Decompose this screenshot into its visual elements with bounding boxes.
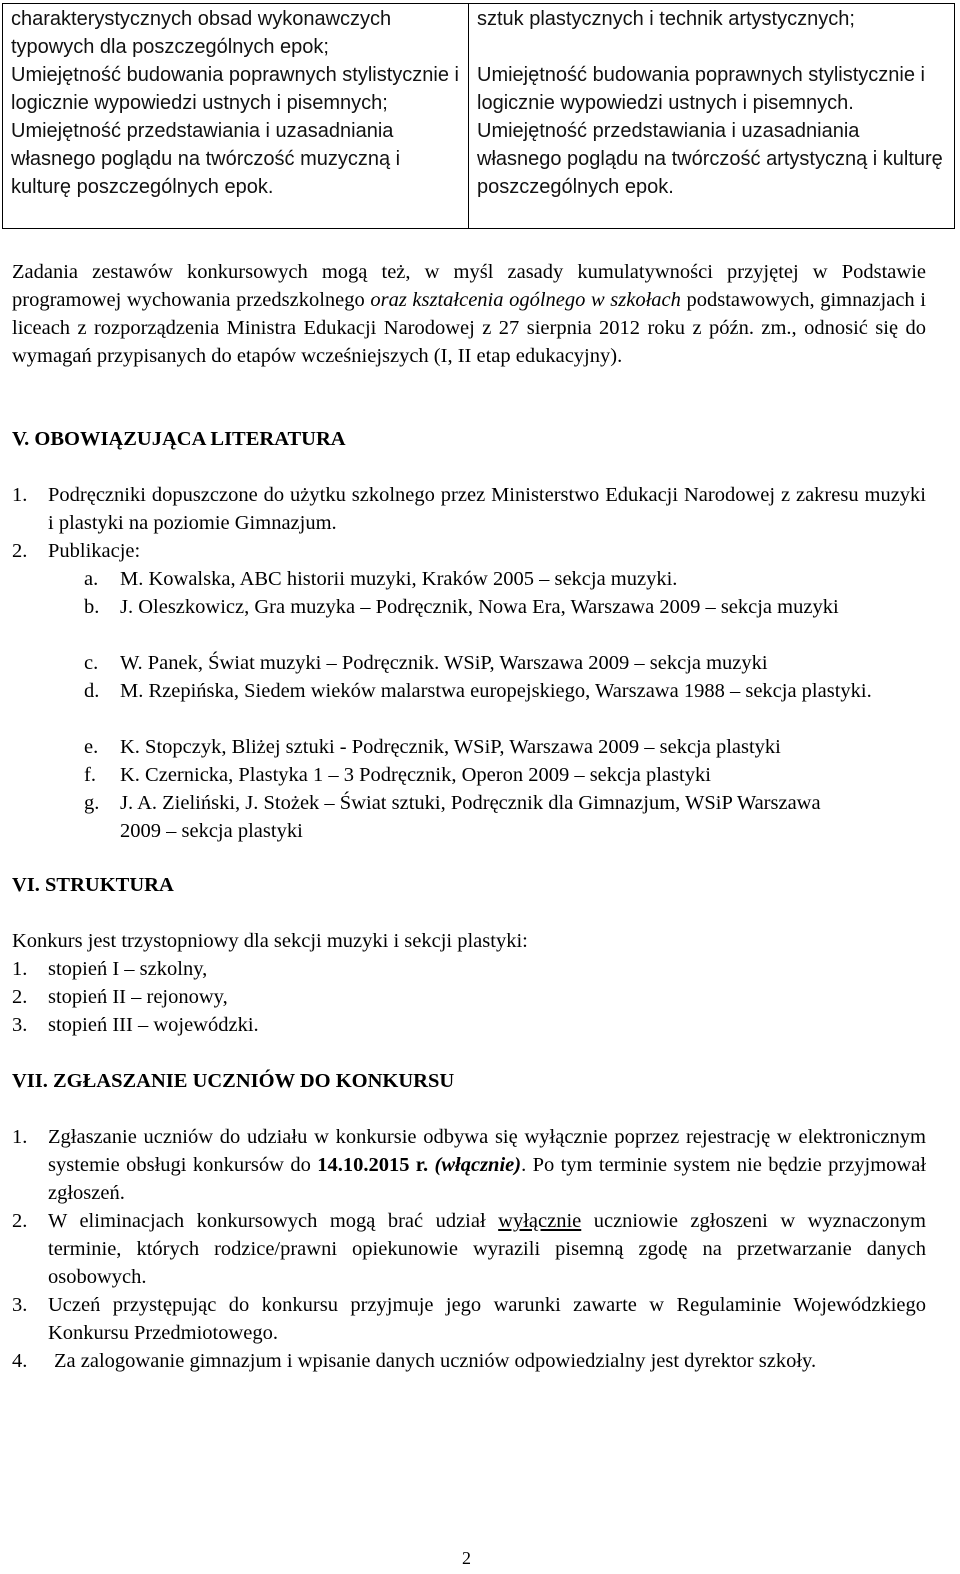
criteria-table [2, 3, 955, 229]
section-heading-literature: V. OBOWIĄZUJĄCA LITERATURA [12, 428, 346, 450]
publication-text: M. Kowalska, ABC historii muzyki, Kraków 2005 – sekcja muzyki. [120, 568, 678, 590]
publication-item [84, 593, 926, 649]
publication-letter: a. [84, 568, 99, 590]
list-number: 4. [12, 1350, 28, 1372]
structure-intro: Konkurs jest trzystopniowy dla sekcji muzyki i sekcji plastyki: [12, 930, 528, 952]
list-number: 3. [12, 1294, 28, 1316]
list-number: 2. [12, 1210, 28, 1232]
intro-text: Zadania zestawów konkursowych mogą też, w myśl zasady kumulatywności przyjętej w Podstawie programowej wychowania przedszkolnego [12, 261, 926, 311]
publication-text: W. Panek, Świat muzyki – Podręcznik. WSiP, Warszawa 2009 – sekcja muzyki [120, 652, 768, 674]
deadline-date: 14.10.2015 r. [317, 1154, 429, 1176]
list-item [12, 1347, 926, 1403]
section-heading-structure: VI. STRUKTURA [12, 874, 174, 896]
criteria-text: Umiejętność budowania poprawnych stylistycznie i logicznie wypowiedzi ustnych i pisemnych. [477, 64, 925, 114]
list-number: 1. [12, 1126, 28, 1148]
list-item [12, 1011, 926, 1039]
exclusively-word: wyłącznie [498, 1210, 582, 1232]
list-item [12, 537, 926, 565]
page-number: 2 [462, 1548, 471, 1568]
publication-text: K. Czernicka, Plastyka 1 – 3 Podręcznik, Operon 2009 – sekcja plastyki [120, 764, 711, 786]
intro-italic-text: oraz kształcenia ogólnego w szkołach [370, 289, 681, 311]
criteria-text: Umiejętność budowania poprawnych stylistycznie i logicznie wypowiedzi ustnych i pisemnych; [11, 64, 459, 114]
publication-item [84, 761, 926, 789]
list-number: 2. [12, 986, 28, 1008]
list-text [48, 1207, 926, 1291]
publication-letter: c. [84, 652, 99, 674]
list-text: stopień I – szkolny, [48, 958, 208, 980]
publication-letter: e. [84, 736, 99, 758]
criteria-text: sztuk plastycznych i technik artystycznych; [477, 8, 855, 30]
criteria-music-cell [3, 4, 469, 228]
publication-letter: b. [84, 596, 100, 618]
list-number: 2. [12, 540, 28, 562]
publication-item [84, 733, 926, 761]
criteria-text: Umiejętność przedstawiania i uzasadniania własnego poglądu na twórczość artystyczną i kulturę poszczególnych epok. [477, 120, 943, 198]
publication-item [84, 565, 926, 593]
inclusive-note: (włącznie) [434, 1154, 522, 1176]
list-text: Podręczniki dopuszczone do użytku szkolnego przez Ministerstwo Edukacji Narodowej z zakresu muzyki i plastyki na poziomie Gimnazjum. [48, 484, 926, 534]
publication-item [84, 789, 926, 845]
eligibility-text: W eliminacjach konkursowych mogą brać udział [48, 1210, 499, 1232]
list-item [12, 983, 926, 1011]
publication-text: M. Rzepińska, Siedem wieków malarstwa europejskiego, Warszawa 1988 – sekcja plastyki. [120, 680, 872, 702]
list-text: Publikacje: [48, 540, 141, 562]
publication-letter: g. [84, 792, 100, 814]
section-heading-registration: VII. ZGŁASZANIE UCZNIÓW DO KONKURSU [12, 1070, 455, 1092]
publication-text: J. A. Zieliński, J. Stożek – Świat sztuki, Podręcznik dla Gimnazjum, WSiP Warszawa 2009 – sekcja plastyki [120, 792, 821, 842]
list-item [12, 481, 926, 537]
publication-item [84, 649, 926, 677]
intro-text: podstawowych, gimnazjach i liceach z rozporządzenia Ministra Edukacji Narodowej z 27 sierpnia 2012 roku z późn. zm., odnosić się do wymagań przypisanych do etapów wcześniejszych (I, II etap edukacyjny). [12, 289, 926, 367]
list-number: 1. [12, 484, 28, 506]
list-item [12, 1291, 926, 1347]
list-text: Uczeń przystępując do konkursu przyjmuje jego warunki zawarte w Regulaminie Wojewódzkiego Konkursu Przedmiotowego. [48, 1294, 926, 1344]
list-number: 3. [12, 1014, 28, 1036]
list-number: 1. [12, 958, 28, 980]
publication-letter: f. [84, 764, 96, 786]
criteria-text: Umiejętność przedstawiania i uzasadniania własnego poglądu na twórczość muzyczną i kulturę poszczególnych epok. [11, 120, 401, 198]
list-text: stopień III – wojewódzki. [48, 1014, 259, 1036]
registration-text: . Po tym terminie system nie będzie przyjmował zgłoszeń. [48, 1154, 927, 1204]
list-text: Za zalogowanie gimnazjum i wpisanie danych uczniów odpowiedzialny jest dyrektor szkoły. [54, 1350, 817, 1372]
registration-text: Zgłaszanie uczniów do udziału w konkursie odbywa się wyłącznie poprzez rejestrację w elektronicznym systemie obsługi konkursów do [48, 1126, 926, 1176]
list-item [12, 1207, 926, 1291]
list-text: stopień II – rejonowy, [48, 986, 228, 1008]
list-item [12, 955, 926, 983]
publication-item [84, 677, 926, 733]
eligibility-text: uczniowie zgłoszeni w wyznaczonym terminie, których rodzice/prawni opiekunowie wyrazili pisemną zgodę na przetwarzanie danych osobowych. [48, 1210, 926, 1288]
list-item [12, 1123, 926, 1207]
criteria-art-cell [469, 4, 954, 228]
publication-text: K. Stopczyk, Bliżej sztuki - Podręcznik, WSiP, Warszawa 2009 – sekcja plastyki [120, 736, 781, 758]
list-text [48, 1123, 926, 1207]
intro-paragraph [12, 258, 926, 370]
criteria-text: charakterystycznych obsad wykonawczych typowych dla poszczególnych epok; [11, 8, 392, 58]
publication-text: J. Oleszkowicz, Gra muzyka – Podręcznik, Nowa Era, Warszawa 2009 – sekcja muzyki [120, 596, 839, 618]
publication-letter: d. [84, 680, 100, 702]
